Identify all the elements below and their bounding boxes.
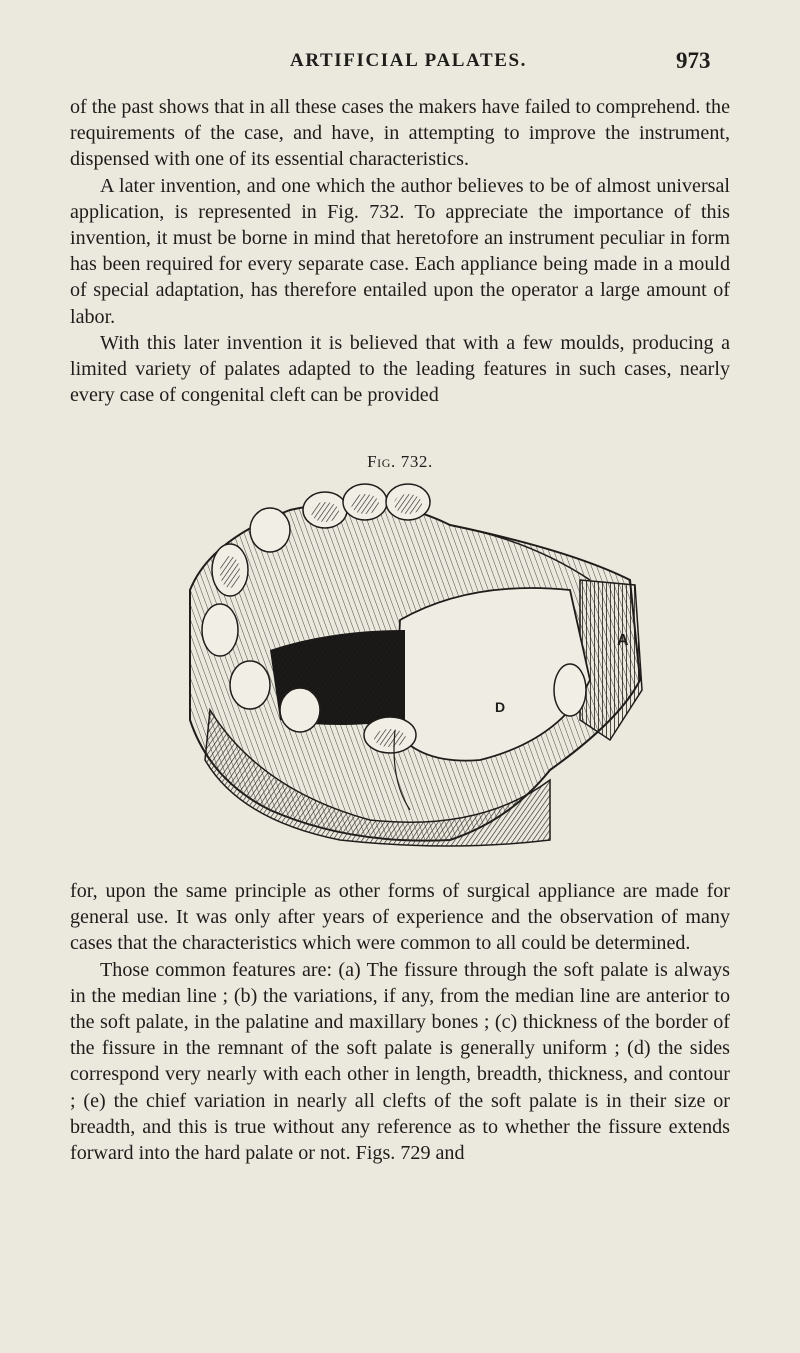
label-d: D — [495, 699, 506, 715]
paragraph-4: for, upon the same principle as other forms of surgical appliance are made for general use. It was only after years of experience and the observation of many cases that the characteristics which were common to all could be determined. — [70, 880, 730, 955]
paragraph-3: With this later invention it is believed that with a few moulds, producing a limited variety of palates adapted to the leading features in such cases, nearly every case of congenital cleft can be provided — [70, 331, 730, 407]
page-number: 973 — [676, 48, 711, 73]
paragraph-1: of the past shows that in all these cases the makers have failed to comprehend. the requirements of the case, and have, in attempting to improve the instrument, dispensed with one of its essential characteristics. — [70, 96, 730, 171]
body-text-bottom — [70, 878, 730, 1166]
figure-caption: Fig. 732. — [367, 452, 433, 471]
label-a: A — [617, 632, 629, 649]
palate-cast-icon — [150, 480, 650, 855]
paragraph-2: A later invention, and one which the author believes to be of almost universal application, is represented in Fig. 732. To appreciate the importance of this invention, it must be borne in mind that heretofore an instrument peculiar in form has been required for every separate case. Each appliance being made in a mould of special adaptation, has therefore entailed upon the operator a large amount of labor. — [70, 174, 730, 328]
paragraph-5: Those common features are: (a) The fissure through the soft palate is always in the median line ; (b) the variations, if any, from the median line are anterior to the soft palate, in the palatine and maxillary bones ; (c) thickness of the border of the fissure in the remnant of the soft palate is generally uniform ; (d) the sides correspond very nearly with each other in length, breadth, thickness, and contour ; (e) the chief variation in nearly all clefts of the soft palate is in their size or breadth, and this is true without any reference as to whether the fissure extends forward into the hard palate or not. Figs. 729 and — [70, 958, 730, 1165]
running-head: ARTIFICIAL PALATES. — [290, 50, 528, 71]
figure-palate-illustration — [150, 480, 650, 855]
body-text-top — [70, 94, 730, 408]
